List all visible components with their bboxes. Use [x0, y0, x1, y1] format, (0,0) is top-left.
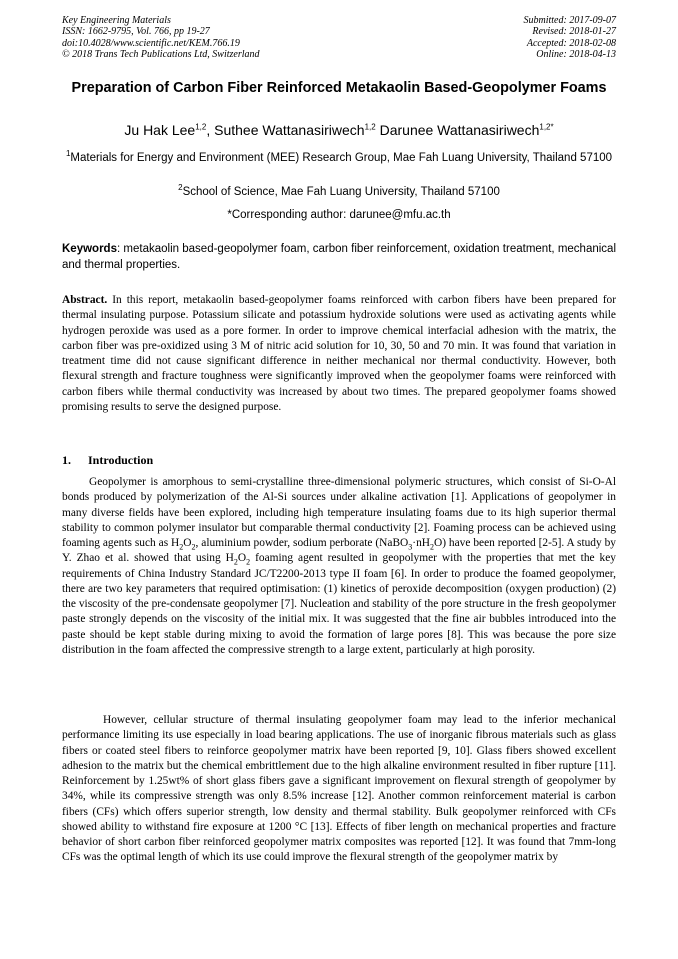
- abstract-text: In this report, metakaolin based-geopolymer foams reinforced with carbon fibers have been prepared for thermal insulating purpose. Potassium silicate and potassium hydroxide solutions were used as activating agents while hydrogen peroxide was used as a pore former. In order to improve chemical interfacial adhesion with the matrix, the carbon fiber was pre-oxidized using 3 M of nitric acid solution for 10, 30, 50 and 70 min. It was found that variation in treatment time did not cause significant difference in neither mechanical nor thermal conductivity. However, both flexural strength and fracture toughness were significantly improved when the geopolymer foams were reinforced with carbon fibers while thermal conductivity was increased by about two times. The prepared geopolymer foams showed promising results to serve the designed purpose.: [62, 294, 616, 414]
- subscript: 2: [191, 542, 196, 552]
- text-run: foaming agent resulted in geopolymer with the properties that met the key requirements of China Industry Standard JC/T2200-2013 type II foam [6]. In order to produce the foamed geopolymer, there are two key parameters that required optimisation: (1) kinetics of peroxide decomposition (oxygen production) (2) the viscosity of the pre-condensate geopolymer [7]. Nucleation and stability of the pore structure in the fresh geopolymer paste strongly depends on the viscosity of the initial mix. It was suggested that the fine air bubbles introduced into the paste should be kept stable during mixing to avoid the formation of large pores [8]. This was because the pore size distribution in the foam affected the compressive strength to a large extent, particularly at high porosity.: [62, 552, 616, 656]
- subscript: 2: [179, 542, 184, 552]
- online-date: Online: 2018-04-13: [536, 48, 616, 60]
- subscript: 2: [233, 557, 238, 567]
- accepted-date: Accepted: 2018-02-08: [526, 37, 616, 49]
- affiliation-mark: 1: [65, 149, 71, 159]
- paper-title: Preparation of Carbon Fiber Reinforced Metakaolin Based-Geopolymer Foams: [71, 80, 607, 96]
- author-affiliation-mark: 1,2: [364, 122, 376, 132]
- corresponding-author: *Corresponding author: darunee@mfu.ac.th: [227, 209, 451, 221]
- text-run: O: [183, 537, 192, 549]
- author-name: Suthee Wattanasiriwech: [214, 122, 365, 138]
- text-run: , aluminium powder, sodium perborate (NaBO: [195, 537, 409, 549]
- text-run: Geopolymer is amorphous to semi-crystalline three-dimensional polymeric structures, which consist of Si-O-Al bonds produced by polymerization of the Al-Si sources under alkaline activation [1]. Applications of geopolymer in many diverse fields have been explored, including high temperature insulating foams due to its high superior thermal stability to common polymer insulator but comparable thermal conductivity [2]. Foaming process can be achieved using foaming agents such as H: [62, 476, 616, 549]
- affiliation-mark: 2: [178, 183, 183, 193]
- affiliation-text: School of Science, Mae Fah Luang University, Thailand 57100: [182, 186, 500, 198]
- affiliation-text: Materials for Energy and Environment (MEE) Research Group, Mae Fah Luang University, Thailand 57100: [70, 152, 613, 164]
- keywords-label: Keywords: [62, 243, 117, 255]
- affiliation-1: [62, 150, 616, 166]
- affiliation-2: [62, 184, 616, 200]
- journal-info: [62, 15, 260, 60]
- section-heading: [62, 453, 153, 468]
- text-run: O) have been reported [2-5]. A study by Y. Zhao et al. showed that using H: [62, 537, 616, 565]
- author-affiliation-mark: 1,2: [195, 122, 207, 132]
- publication-dates: [524, 15, 617, 60]
- abstract: [62, 293, 616, 415]
- author-affiliation-mark: 1,2*: [539, 122, 554, 132]
- submitted-date: Submitted: 2017-09-07: [523, 15, 616, 26]
- issn-volume: ISSN: 1662-9795, Vol. 766, pp 19-27: [62, 26, 210, 38]
- section-number: 1.: [62, 453, 71, 467]
- doi: doi:10.4028/www.scientific.net/KEM.766.19: [62, 37, 240, 49]
- author-list: [62, 121, 616, 139]
- revised-date: Revised: 2018-01-27: [532, 26, 616, 38]
- intro-paragraph-1: [62, 475, 616, 658]
- section-title: Introduction: [88, 453, 154, 467]
- keywords-text: : metakaolin based-geopolymer foam, carbon fiber reinforcement, oxidation treatment, mechanical and thermal properties.: [62, 243, 616, 271]
- author-separator: ,: [206, 122, 215, 138]
- copyright: © 2018 Trans Tech Publications Ltd, Switzerland: [62, 48, 260, 60]
- keywords: [62, 241, 616, 273]
- journal-name: Key Engineering Materials: [62, 15, 171, 26]
- subscript: 2: [430, 542, 434, 552]
- subscript: 3: [408, 542, 413, 552]
- author-name: Ju Hak Lee: [124, 122, 196, 138]
- abstract-label: Abstract.: [62, 294, 108, 306]
- intro-paragraph-2: However, cellular structure of thermal insulating geopolymer foam may lead to the inferior mechanical performance limiting its use especially in load bearing applications. The use of inorganic fibrous materials such as glass fibers or coated steel fibers to reinforce geopolymer matrix have been reported [9, 10]. Glass fibers showed excellent adhesion to the matrix but the chemical embrittlement due to the high alkaline environment resulted in fiber rupture [11]. Reinforcement by 1.25wt% of short glass fibers gave a significant improvement on flexural strength of geopolymer by 34%, while its compressive strength was only 8.5% increase [12]. Another common reinforcement material is carbon fibers (CFs) which offers superior strength, low density and thermal stability. Bulk geopolymer reinforced with CFs showed ability to withstand fire exposure at 1200 °C [13]. Effects of fiber length on mechanical properties and fracture behavior of short carbon fiber reinforced geopolymer matrix composites was reported [12]. It was found that 7mm-long CFs was the optimal length of which its use could improve the flexural strength of the geopolymer matrix by: [62, 714, 616, 864]
- subscript: 2: [246, 557, 251, 567]
- text-run: O: [237, 552, 247, 565]
- author-name: Darunee Wattanasiriwech: [379, 122, 540, 138]
- text-run: ·nH: [412, 537, 430, 549]
